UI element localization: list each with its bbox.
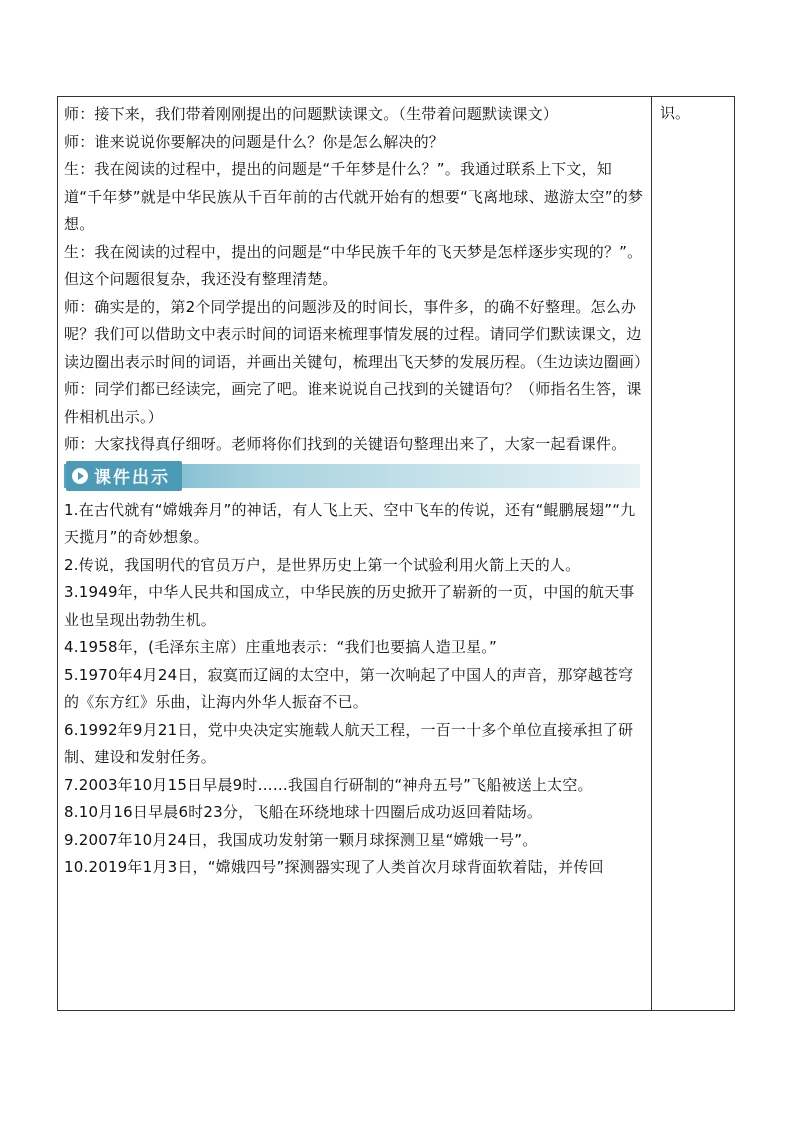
courseware-item: 5.1970年4月24日，寂寞而辽阔的太空中，第一次响起了中国人的声音，那穿越苍穹的《东方红》乐曲，让海内外华人振奋不已。 bbox=[64, 665, 634, 711]
courseware-item: 4.1958年，(毛泽东主席）庄重地表示：“我们也要搞人造卫星。” bbox=[64, 638, 497, 656]
dialogue-line: 生：我在阅读的过程中，提出的问题是“中华民族千年的飞天梦是怎样逐步实现的？”。但这个问题很复杂，我还没有整理清楚。 bbox=[64, 242, 643, 288]
banner-title: 课件出示 bbox=[94, 468, 170, 488]
courseware-banner bbox=[64, 461, 646, 491]
courseware-item: 9.2007年10月24日，我国成功发射第一颗月球探测卫星“嫦娥一号”。 bbox=[64, 830, 538, 849]
dialogue-line: 师：确实是的，第2个同学提出的问题涉及的时间长，事件多，的确不好整理。怎么办呢？我们可以借助文中表示时间的词语来梳理事情发展的过程。请同学们默读课文，边读边圈出表示时间的词语，并画出关键句，梳理出飞天梦的发展历程。（生边读边圈画） bbox=[64, 297, 650, 371]
courseware-item: 6.1992年9月21日，党中央决定实施载人航天工程，一百一十多个单位直接承担了研制、建设和发射任务。 bbox=[64, 720, 634, 766]
courseware-item: 7.2003年10月15日早晨9时……我国自行研制的“神舟五号”飞船被送上太空。 bbox=[64, 775, 593, 794]
courseware-item: 10.2019年1月3日，“嫦娥四号”探测器实现了人类首次月球背面软着陆，并传回 bbox=[64, 858, 604, 876]
courseware-item: 2.传说，我国明代的官员万户，是世界历史上第一个试验利用火箭上天的人。 bbox=[64, 555, 581, 574]
dialogue-line: 生：我在阅读的过程中，提出的问题是“千年梦是什么？”。我通过联系上下文，知道“千年梦”就是中华民族从千百年前的古代就开始有的想要“飞离地球、遨游太空”的梦想。 bbox=[64, 160, 644, 233]
courseware-item: 1.在古代就有“嫦娥奔月”的神话，有人飞上天、空中飞车的传说，还有“鲲鹏展翅”“九天揽月”的奇妙想象。 bbox=[64, 500, 636, 546]
banner-tab bbox=[66, 461, 182, 491]
dialogue-line: 师：接下来，我们带着刚刚提出的问题默读课文。（生带着问题默读课文） bbox=[64, 105, 559, 123]
lesson-content bbox=[64, 101, 650, 882]
dialogue-line: 师：大家找得真仔细呀。老师将你们找到的关键语句整理出来了，大家一起看课件。 bbox=[64, 435, 627, 453]
dialogue-line: 师：同学们都已经读完，画完了吧。谁来说说自己找到的关键语句？（师指名生答，课件相机出示。） bbox=[64, 380, 642, 426]
side-note: 识。 bbox=[660, 104, 691, 122]
column-divider bbox=[651, 97, 652, 1010]
courseware-item: 8.10月16日早晨6时23分，飞船在环绕地球十四圈后成功返回着陆场。 bbox=[64, 803, 543, 821]
dialogue-line: 师：谁来说说你要解决的问题是什么？你是怎么解决的？ bbox=[64, 132, 445, 151]
courseware-item: 3.1949年，中华人民共和国成立，中华民族的历史掀开了崭新的一页，中国的航天事业也呈现出勃勃生机。 bbox=[64, 583, 635, 629]
play-circle-icon bbox=[72, 468, 88, 484]
lesson-table bbox=[57, 96, 735, 1011]
